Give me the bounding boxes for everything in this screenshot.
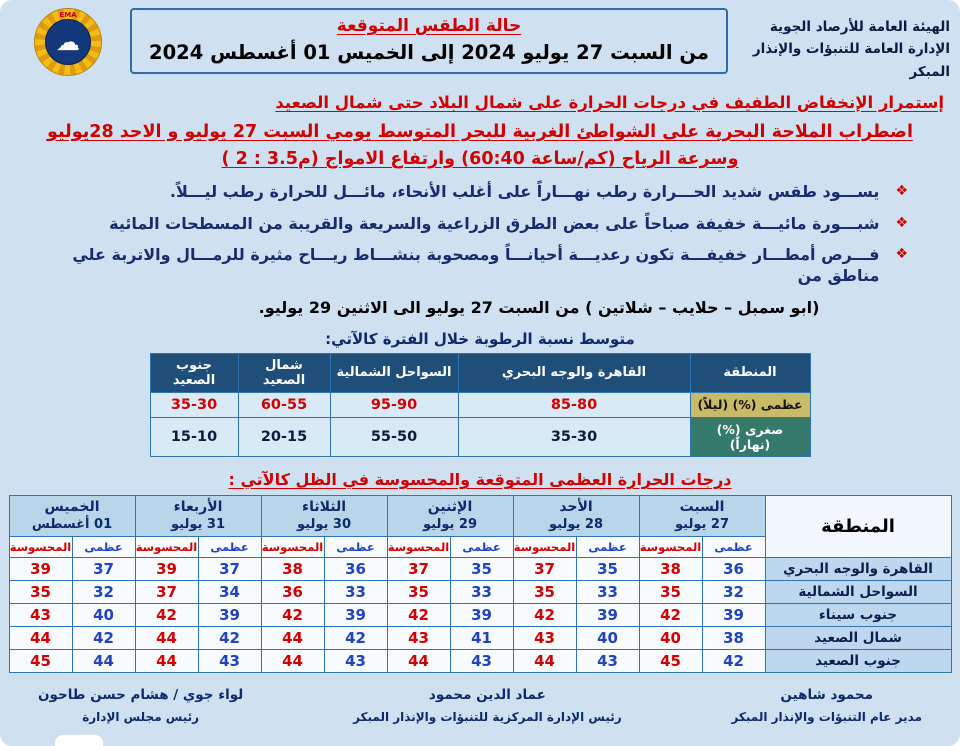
diamond-bullet-icon: ❖: [895, 246, 908, 263]
subheader-felt: المحسوسة: [513, 536, 576, 557]
felt-temp-value: 42: [639, 603, 702, 626]
max-temp-value: 43: [198, 649, 261, 672]
humidity-max-row: [150, 392, 810, 417]
column-header-north-upper: شمال الصعيد: [238, 353, 330, 392]
bullet-continuation: (ابو سمبل – حلايب – شلاتين ) من السبت 27 يوليو الى الاثنين 29 يوليو.: [258, 297, 820, 317]
max-temp-value: 41: [450, 626, 513, 649]
day-name: السبت: [679, 498, 725, 515]
table-row: [9, 580, 951, 603]
max-temp-value: 35: [576, 557, 639, 580]
subheader-max: عظمى: [324, 536, 387, 557]
felt-temp-value: 36: [261, 580, 324, 603]
region-cell: جنوب سيناء: [765, 603, 951, 626]
max-temp-value: 34: [198, 580, 261, 603]
felt-temp-value: 39: [135, 557, 198, 580]
max-temp-value: 39: [576, 603, 639, 626]
day-column-header: [261, 495, 387, 536]
max-temp-value: 39: [324, 603, 387, 626]
wave-height-text: وارتفاع الامواج: [324, 148, 456, 169]
temperature-table-title: درجات الحرارة العظمى المتوقعة والمحسوسة في الظل كالآتي :: [228, 469, 732, 489]
subheader-max: عظمى: [576, 536, 639, 557]
felt-temp-value: 35: [387, 580, 450, 603]
day-name: الثلاثاء: [301, 498, 347, 515]
max-temp-value: 39: [198, 603, 261, 626]
max-temp-value: 38: [702, 626, 765, 649]
bullet-text: شبـــورة مائيـــة خفيفة صباحاً على بعض الطرق الزراعية والسريعة والقريبة من المسطحات المائية: [109, 213, 880, 233]
felt-temp-value: 38: [639, 557, 702, 580]
bullet-text: يســـود طقس شديد الحـــرارة رطب نهـــاراً على أغلب الأنحاء، مائـــل للحرارة رطب ليـــلاً.: [169, 181, 880, 201]
org-name: الهيئة العامة للأرصاد الجوية: [769, 19, 950, 35]
day-date: 29 يوليو: [423, 516, 478, 532]
day-date: 31 يوليو: [171, 516, 226, 532]
subheader-max: عظمى: [450, 536, 513, 557]
felt-temp-value: 44: [135, 649, 198, 672]
felt-temp-value: 42: [261, 603, 324, 626]
column-header-cairo-delta: القاهرة والوجه البحري: [458, 353, 690, 392]
ema-logo: [16, 8, 120, 76]
subheader-felt: المحسوسة: [9, 536, 72, 557]
day-column-header: [387, 495, 513, 536]
max-temp-value: 43: [324, 649, 387, 672]
max-temp-value: 40: [576, 626, 639, 649]
row-label-min-day: صغرى (%) (نهاراً): [690, 417, 810, 456]
bullet-text: فـــرص أمطـــار خفيفـــة تكون رعديـــة أحيانـــاً ومصحوبة بنشـــاط ريـــاح مثيرة للرمـــال والاتربة علي مناطق من: [72, 245, 880, 286]
max-temp-value: 42: [72, 626, 135, 649]
table-row: [9, 557, 951, 580]
day-name: الأربعاء: [173, 498, 223, 515]
max-temp-value: 32: [72, 580, 135, 603]
felt-temp-value: 45: [639, 649, 702, 672]
column-header-south-upper: جنوب الصعيد: [150, 353, 238, 392]
signatory-name: لواء جوي / هشام حسن طاحون: [38, 686, 244, 703]
list-item: [20, 245, 908, 287]
max-temp-value: 33: [576, 580, 639, 603]
subheader-felt: المحسوسة: [261, 536, 324, 557]
humidity-value: 15-10: [150, 417, 238, 456]
list-item: [20, 214, 908, 235]
day-header-row: [9, 495, 951, 536]
column-header-north-coasts: السواحل الشمالية: [330, 353, 458, 392]
column-header-region: المنطقة: [690, 353, 810, 392]
subheader-max: عظمى: [72, 536, 135, 557]
day-name: الإثنين: [427, 498, 473, 515]
signatory-name: عماد الدين محمود: [428, 686, 546, 703]
felt-temp-value: 37: [387, 557, 450, 580]
globe-icon: [45, 19, 91, 65]
day-date: 30 يوليو: [297, 516, 352, 532]
humidity-value: 60-55: [238, 392, 330, 417]
signature-center: [353, 687, 622, 724]
signatory-title: رئيس مجلس الإدارة: [82, 709, 200, 724]
felt-temp-value: 43: [387, 626, 450, 649]
max-temp-value: 44: [72, 649, 135, 672]
diamond-bullet-icon: ❖: [895, 214, 908, 231]
page-corner-artifact: [55, 735, 103, 746]
max-temp-value: 43: [576, 649, 639, 672]
felt-temp-value: 44: [9, 626, 72, 649]
felt-temp-value: 44: [387, 649, 450, 672]
sun-rays-icon: [34, 8, 102, 76]
max-temp-value: 32: [702, 580, 765, 603]
max-temp-value: 33: [450, 580, 513, 603]
signatory-title: رئيس الإدارة المركزية للتنبؤات والإنذار المبكر: [353, 709, 622, 724]
felt-temp-value: 37: [135, 580, 198, 603]
day-date: 27 يوليو: [675, 516, 730, 532]
max-temp-value: 35: [450, 557, 513, 580]
felt-temp-value: 35: [9, 580, 72, 603]
subheader-felt: المحسوسة: [387, 536, 450, 557]
temperature-table: [9, 495, 952, 673]
subheader-felt: المحسوسة: [135, 536, 198, 557]
felt-temp-value: 38: [261, 557, 324, 580]
day-date: 28 يوليو: [549, 516, 604, 532]
cloud-icon: ☁: [56, 28, 80, 56]
humidity-value: 20-15: [238, 417, 330, 456]
max-temp-value: 42: [702, 649, 765, 672]
felt-temp-value: 43: [513, 626, 576, 649]
felt-temp-value: 44: [135, 626, 198, 649]
region-column-header: المنطقة: [765, 495, 951, 557]
max-temp-value: 43: [450, 649, 513, 672]
title-box: [130, 8, 728, 74]
max-temp-value: 33: [324, 580, 387, 603]
table-row: [9, 649, 951, 672]
felt-temp-value: 42: [387, 603, 450, 626]
forecast-bullets: [20, 182, 908, 317]
day-column-header: [9, 495, 135, 536]
marine-warning: [0, 122, 960, 169]
felt-temp-value: 40: [639, 626, 702, 649]
felt-temp-value: 44: [261, 626, 324, 649]
main-headline: إستمرار الإنخفاض الطفيف في درجات الحرارة على شمال البلاد حتى شمال الصعيد: [275, 92, 944, 112]
day-column-header: [135, 495, 261, 536]
felt-temp-value: 43: [9, 603, 72, 626]
felt-temp-value: 35: [639, 580, 702, 603]
felt-temp-value: 44: [261, 649, 324, 672]
signatory-name: محمود شاهين: [780, 686, 874, 703]
list-item: [20, 182, 908, 203]
wave-height-value: ( 2 : 3.5م): [221, 148, 319, 169]
region-cell: القاهرة والوجه البحري: [765, 557, 951, 580]
day-column-header: [513, 495, 639, 536]
humidity-table-title: متوسط نسبة الرطوبة خلال الفترة كالآتي:: [325, 329, 635, 348]
max-temp-value: 42: [198, 626, 261, 649]
max-temp-value: 42: [324, 626, 387, 649]
table-row: [9, 603, 951, 626]
day-name: الخميس: [44, 498, 100, 515]
max-temp-value: 36: [702, 557, 765, 580]
humidity-table: [150, 353, 811, 457]
header: [0, 0, 960, 83]
felt-temp-value: 42: [513, 603, 576, 626]
diamond-bullet-icon: ❖: [895, 182, 908, 199]
region-cell: شمال الصعيد: [765, 626, 951, 649]
humidity-value: 95-90: [330, 392, 458, 417]
max-temp-value: 37: [72, 557, 135, 580]
page-title: حالة الطقس المتوقعة: [336, 16, 522, 36]
table-row: [9, 626, 951, 649]
row-label-max-night: عظمى (%) (ليلاً): [690, 392, 810, 417]
subheader-max: عظمى: [702, 536, 765, 557]
max-temp-value: 40: [72, 603, 135, 626]
max-temp-value: 36: [324, 557, 387, 580]
org-department: الإدارة العامة للتنبؤات والإنذار المبكر: [752, 41, 950, 80]
region-cell: جنوب الصعيد: [765, 649, 951, 672]
day-column-header: [639, 495, 765, 536]
day-date: 01 أغسطس: [31, 516, 113, 532]
humidity-min-row: [150, 417, 810, 456]
wind-speed-text: وسرعة الرياح: [621, 148, 739, 169]
logo-text: EMA: [59, 11, 77, 19]
humidity-value: 35-30: [150, 392, 238, 417]
felt-temp-value: 42: [135, 603, 198, 626]
marine-warning-line-2: [0, 149, 960, 169]
max-temp-value: 39: [702, 603, 765, 626]
felt-temp-value: 44: [513, 649, 576, 672]
subheader-max: عظمى: [198, 536, 261, 557]
org-block: [738, 8, 950, 83]
signatory-title: مدير عام التنبؤات والإنذار المبكر: [731, 709, 922, 724]
humidity-header-row: [150, 353, 810, 392]
subheader-felt: المحسوسة: [639, 536, 702, 557]
felt-temp-value: 45: [9, 649, 72, 672]
max-temp-value: 37: [198, 557, 261, 580]
marine-warning-line-1: اضطراب الملاحة البحرية على الشواطئ الغربية للبحر المتوسط يومي السبت 27 يوليو و الاحد 28يوليو: [47, 121, 913, 142]
humidity-value: 85-80: [458, 392, 690, 417]
felt-temp-value: 35: [513, 580, 576, 603]
signature-right: [731, 687, 922, 724]
signature-left: [38, 687, 243, 724]
max-temp-value: 39: [450, 603, 513, 626]
wind-speed-value: (60:40 كم/ساعة): [461, 148, 616, 169]
humidity-value: 55-50: [330, 417, 458, 456]
signatures: [0, 673, 960, 724]
felt-temp-value: 37: [513, 557, 576, 580]
humidity-value: 35-30: [458, 417, 690, 456]
day-name: الأحد: [559, 498, 593, 515]
felt-temp-value: 39: [9, 557, 72, 580]
date-range: من السبت 27 يوليو 2024 إلى الخميس 01 أغسطس 2024: [149, 41, 709, 64]
region-cell: السواحل الشمالية: [765, 580, 951, 603]
